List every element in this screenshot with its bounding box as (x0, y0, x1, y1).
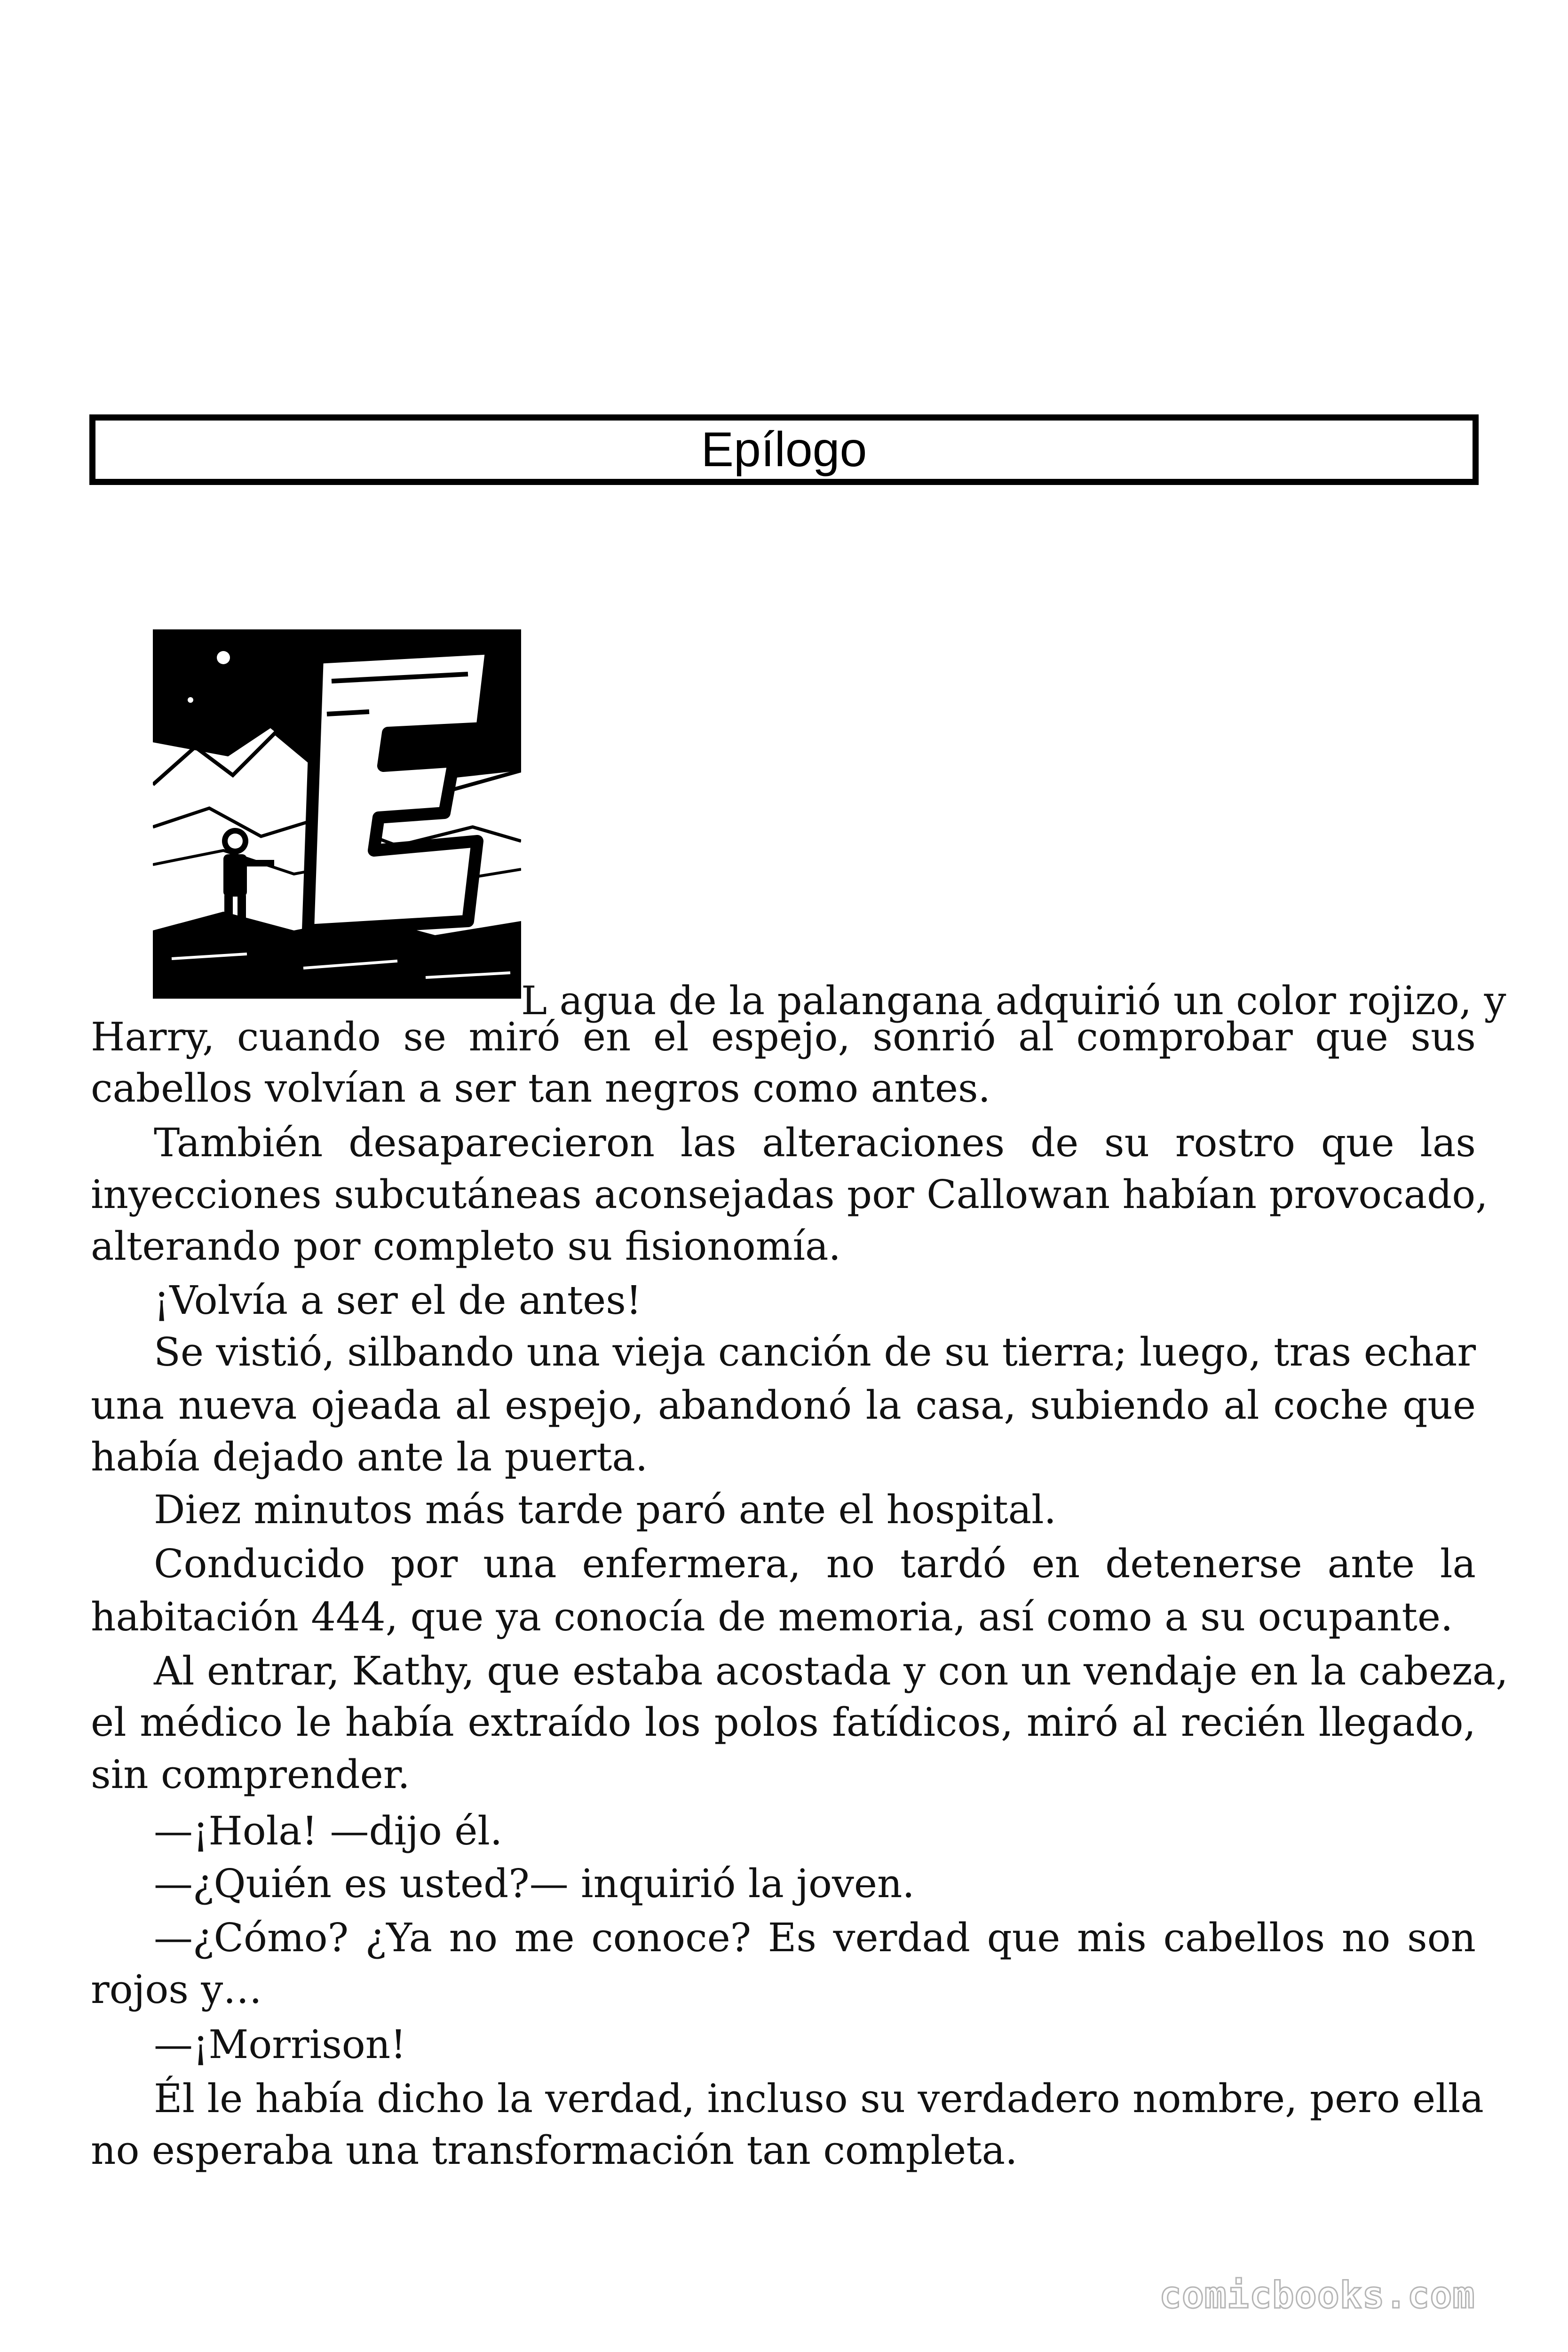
watermark: comicbooks.com (1159, 2274, 1475, 2317)
text-line: había dejado ante la puerta. (91, 1434, 648, 1480)
text-line: —¿Cómo? ¿Ya no me conoce? Es verdad que mis cabellos no son (154, 1915, 1476, 1961)
text-line: sin comprender. (91, 1752, 410, 1797)
text-line: Conducido por una enfermera, no tardó en detenerse ante la (154, 1541, 1476, 1587)
text-line: una nueva ojeada al espejo, abandonó la casa, subiendo al coche que (91, 1383, 1476, 1428)
drop-cap-illustration (153, 629, 521, 999)
text-line: —¿Quién es usted?— inquirió la joven. (154, 1861, 915, 1907)
text-line: ¡Volvía a ser el de antes! (154, 1278, 642, 1323)
text-line: no esperaba una transformación tan completa. (91, 2128, 1018, 2173)
text-line: rojos y… (91, 1967, 262, 2012)
text-line: inyecciones subcutáneas aconsejadas por Callowan habían provocado, (91, 1172, 1488, 1217)
text-line: Al entrar, Kathy, que estaba acostada y con un vendaje en la cabeza, (154, 1648, 1508, 1694)
text-line: alterando por completo su fisionomía. (91, 1224, 841, 1269)
text-line: Se vistió, silbando una vieja canción de su tierra; luego, tras echar (154, 1329, 1476, 1375)
text-line: También desaparecieron las alteraciones de su rostro que las (154, 1120, 1476, 1166)
chapter-title: Epílogo (89, 414, 1479, 485)
text-line: Diez minutos más tarde paró ante el hospital. (154, 1487, 1057, 1533)
text-line: —¡Morrison! (154, 2022, 406, 2067)
text-line: el médico le había extraído los polos fatídicos, miró al recién llegado, (91, 1700, 1476, 1745)
text-line: Él le había dicho la verdad, incluso su verdadero nombre, pero ella (154, 2076, 1484, 2122)
text-line: —¡Hola! —dijo él. (154, 1808, 503, 1854)
text-line: L agua de la palangana adquirió un color rojizo, y (521, 978, 1506, 1024)
text-line: habitación 444, que ya conocía de memoria, así como a su ocupante. (91, 1594, 1453, 1640)
text-line: Harry, cuando se miró en el espejo, sonrió al comprobar que sus (91, 1014, 1476, 1060)
text-line: cabellos volvían a ser tan negros como antes. (91, 1065, 990, 1111)
